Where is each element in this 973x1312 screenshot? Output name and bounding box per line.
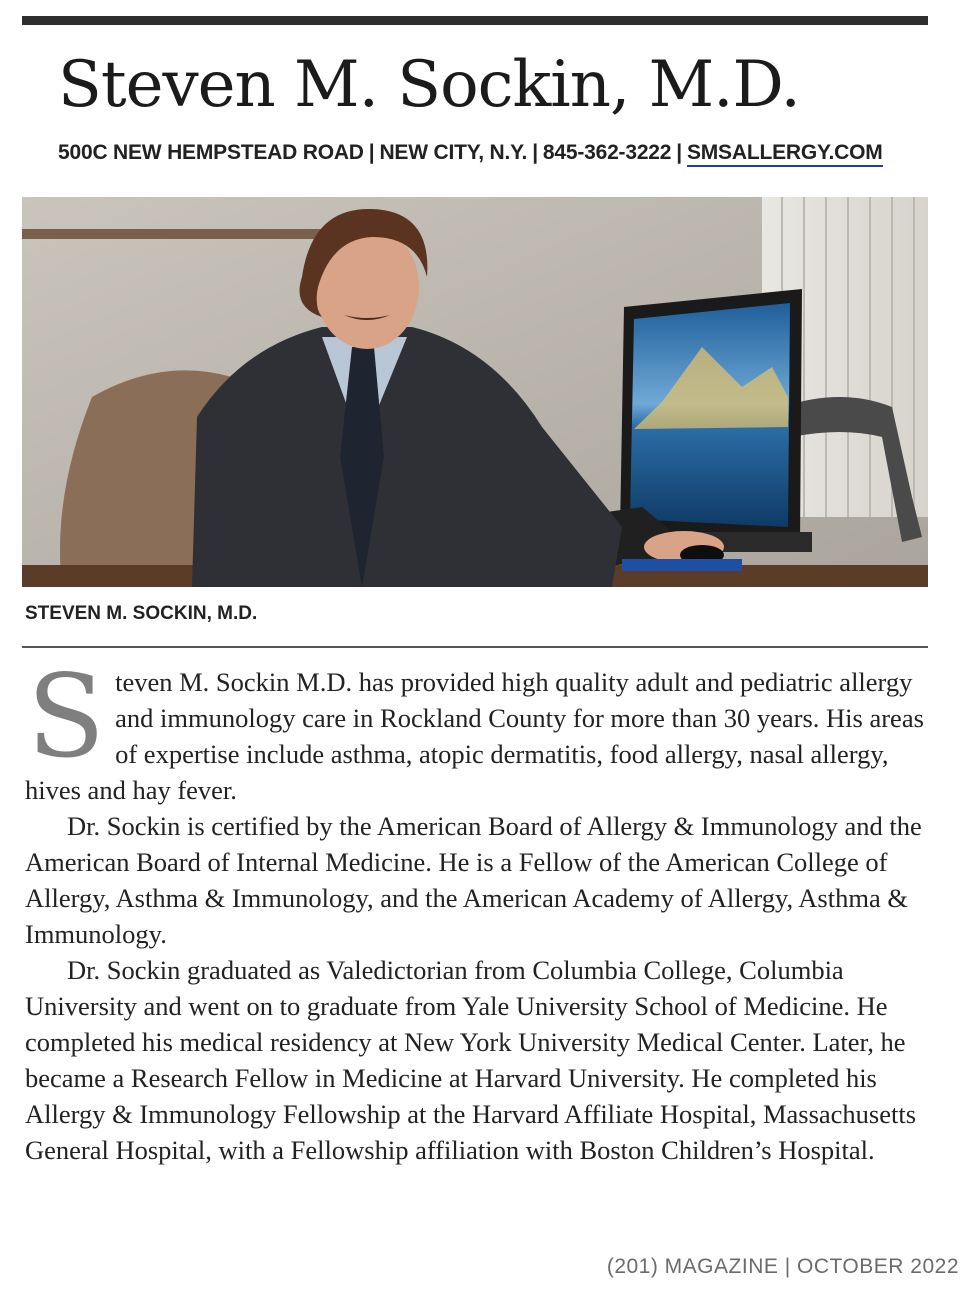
phone-number: 845-362-3222 bbox=[542, 141, 672, 164]
paragraph-1 bbox=[25, 650, 925, 808]
paragraph-1-text: teven M. Sockin M.D. has provided high quality adult and pediatric allergy and immunology care in Rockland County for more than 30 years. His areas of expertise include asthma, atopic dermatitis, food allergy, nasal allergy, hives and hay fever. bbox=[25, 667, 924, 805]
paragraph-3: Dr. Sockin graduated as Valedictorian from Columbia College, Columbia University and went on to graduate from Yale University School of Medicine. He completed his medical residency at New York University Medical Center. Later, he became a Research Fellow in Medicine at Harvard University. He completed his Allergy & Immunology Fellowship at the Harvard Affiliate Hospital, Massachusetts General Hospital, with a Fellowship affiliation with Boston Children’s Hospital. bbox=[25, 955, 917, 1165]
top-rule bbox=[22, 16, 928, 25]
paragraph-2: Dr. Sockin is certified by the American Board of Allergy & Immunology and the American Board of Internal Medicine. He is a Fellow of the American College of Allergy, Asthma & Immunology, and the American Academy of Allergy, Asthma & Immunology. bbox=[25, 811, 922, 949]
contact-line bbox=[58, 137, 883, 169]
drop-cap: S bbox=[27, 650, 106, 783]
wall-trim bbox=[22, 229, 362, 239]
website-link[interactable]: SMSALLERGY.COM bbox=[687, 141, 883, 167]
section-divider bbox=[22, 646, 928, 648]
separator: | bbox=[532, 141, 538, 164]
separator: | bbox=[368, 141, 375, 164]
address: 500C NEW HEMPSTEAD ROAD bbox=[58, 141, 364, 164]
page-title: Steven M. Sockin, M.D. bbox=[58, 48, 800, 122]
city: NEW CITY, N.Y. bbox=[379, 141, 528, 164]
photo-caption: STEVEN M. SOCKIN, M.D. bbox=[25, 603, 258, 624]
mouse-pad bbox=[622, 559, 742, 571]
separator: | bbox=[676, 141, 682, 164]
doctor-photo bbox=[22, 197, 928, 587]
page-footer: (201) MAGAZINE | OCTOBER 2022 bbox=[606, 1255, 959, 1278]
article-body bbox=[25, 650, 925, 1168]
